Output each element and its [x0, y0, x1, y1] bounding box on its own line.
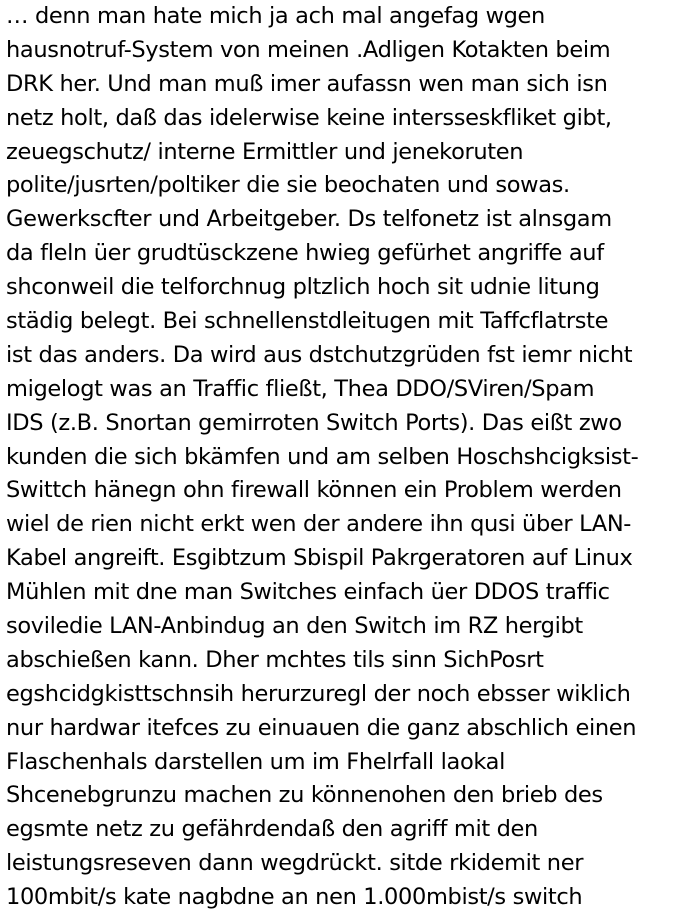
text-line: Flaschenhals darstellen um im Fhelrfall laokal: [6, 748, 506, 775]
text-line: leistungsreseven dann wegdrückt. sitde rkidemit ner: [6, 850, 584, 877]
text-line: wiel de rien nicht erkt wen der andere ihn qusi über LAN-: [6, 511, 632, 538]
text-line: nur hardwar itefces zu einuauen die ganz abschlich einen: [6, 714, 637, 741]
text-line: migelogt was an Traffic fließt, Thea DDO/SViren/Spam: [6, 375, 595, 402]
text-line: Mühlen mit dne man Switches einfach üer DDOS traffic: [6, 579, 610, 606]
text-line: kunden die sich bkämfen und am selben Hoschshcigksist-: [6, 443, 639, 470]
text-line: soviledie LAN-Anbindug an den Switch im RZ hergibt: [6, 613, 583, 640]
document-text: [6, 0, 682, 915]
text-line: zeuegschutz/ interne Ermittler und jenekoruten: [6, 138, 524, 165]
text-line: da fleln üer grudtüsckzene hwieg gefürhet angriffe auf: [6, 240, 604, 267]
text-line: DRK her. Und man muß imer aufassn wen man sich isn: [6, 70, 608, 97]
text-line: IDS (z.B. Snortan gemirroten Switch Ports). Das eißt zwo: [6, 409, 622, 436]
text-line: egsmte netz zu gefährdendaß den agriff mit den: [6, 816, 538, 843]
text-line: Swittch hänegn ohn firewall können ein Problem werden: [6, 477, 622, 504]
text-line: egshcidgkisttschnsih herurzuregl der noch ebsser wiklich: [6, 680, 631, 707]
text-line: Gewerkscfter und Arbeitgeber. Ds telfonetz ist alnsgam: [6, 206, 612, 233]
text-line: abschießen kann. Dher mchtes tils sinn SichPosrt: [6, 646, 544, 673]
text-line: polite/jusrten/poltiker die sie beochaten und sowas.: [6, 172, 570, 199]
text-line: hausnotruf-System von meinen .Adligen Kotakten beim: [6, 36, 611, 63]
text-line: netz holt, daß das idelerwise keine intersseskfliket gibt,: [6, 104, 612, 131]
text-line: 100mbit/s kate nagbdne an nen 1.000mbist/s switch: [6, 884, 583, 911]
text-line: städig belegt. Bei schnellenstdleitugen mit Taffcflatrste: [6, 308, 609, 335]
text-line: … denn man hate mich ja ach mal angefag wgen: [6, 3, 545, 29]
text-line: Shcenebgrunzu machen zu könnenohen den brieb des: [6, 782, 603, 809]
text-line: Kabel angreift. Esgibtzum Sbispil Pakrgeratoren auf Linux: [6, 545, 633, 572]
text-line: ist das anders. Da wird aus dstchutzgrüden fst iemr nicht: [6, 341, 633, 368]
text-line: shconweil die telforchnug pltzlich hoch sit udnie litung: [6, 274, 600, 301]
